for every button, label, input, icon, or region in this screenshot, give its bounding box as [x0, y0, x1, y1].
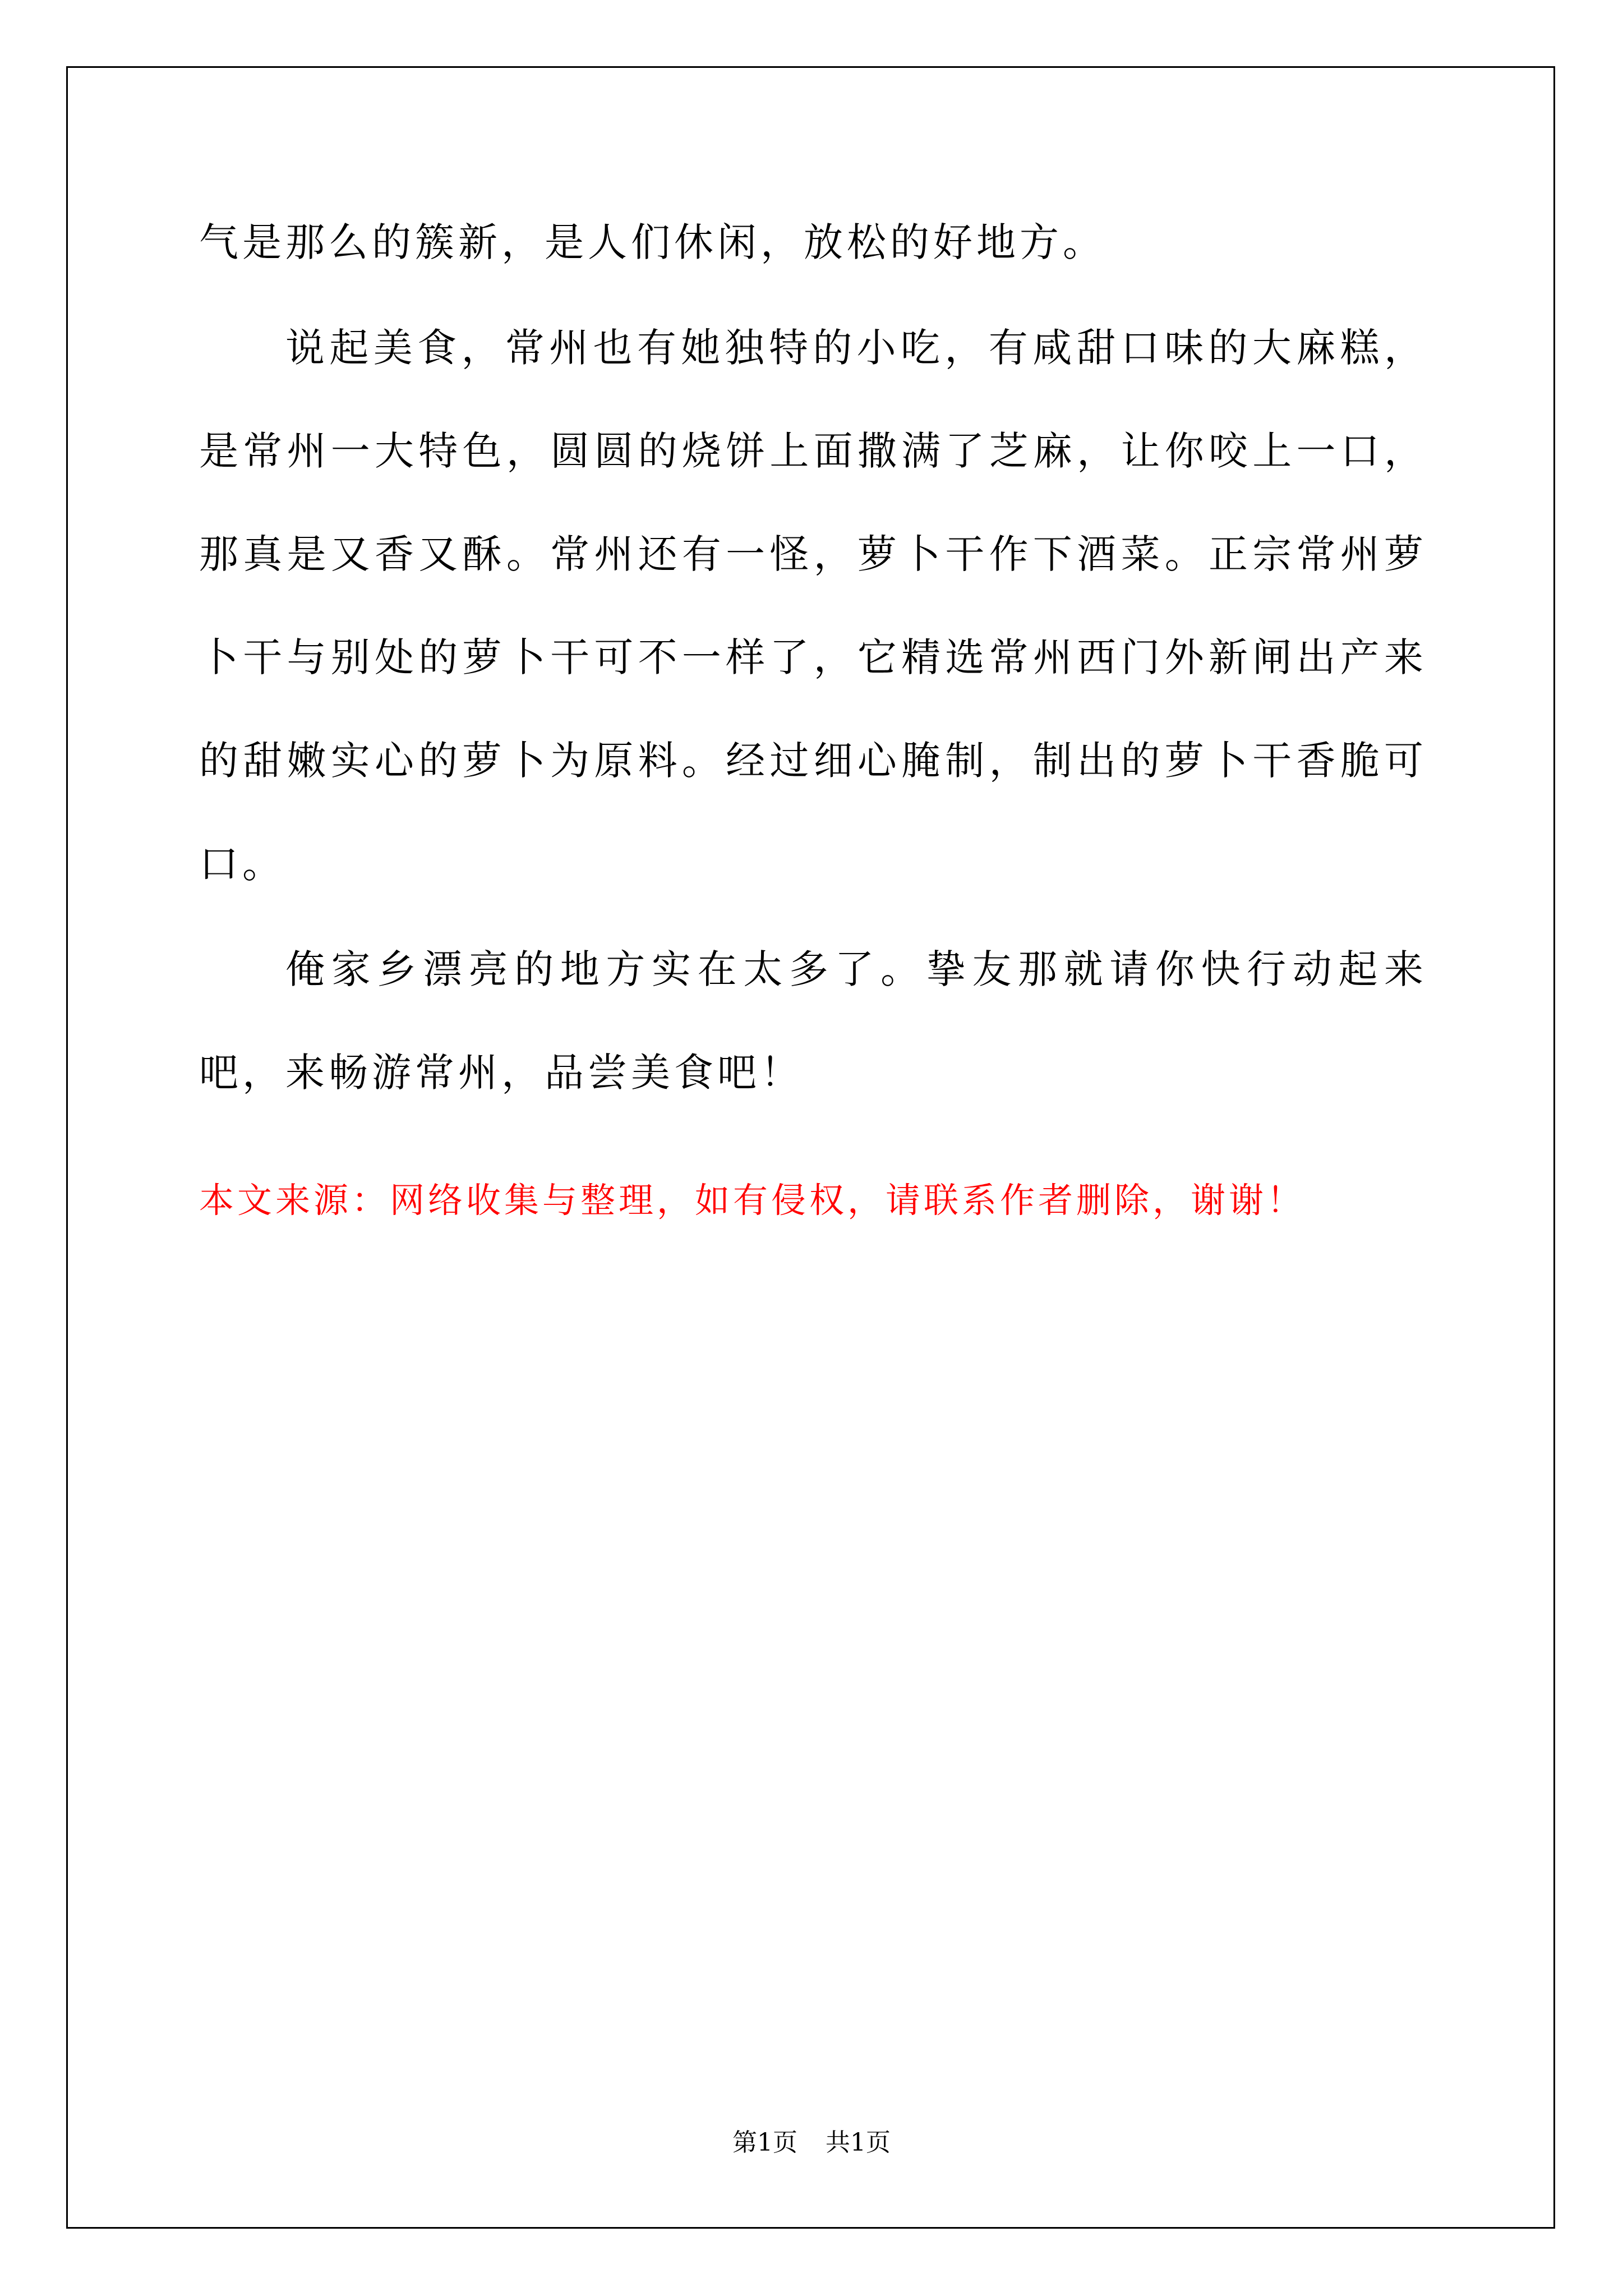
paragraph-food: 说起美食，常州也有她独特的小吃，有咸甜口味的大麻糕，是常州一大特色，圆圆的烧饼上面撒满了芝麻，让你咬上一口，那真是又香又酥。常州还有一怪，萝卜干作下酒菜。正宗常州萝卜干与别处的萝卜干可不一样了，它精选常州西门外新闸出产来的甜嫩实心的萝卜为原料。经过细心腌制，制出的萝卜干香脆可口。 — [199, 325, 1427, 887]
paragraph-closing: 俺家乡漂亮的地方实在太多了。挚友那就请你快行动起来吧，来畅游常州，品尝美食吧！ — [199, 946, 1427, 1096]
source-disclaimer: 本文来源：网络收集与整理，如有侵权，请联系作者删除，谢谢！ — [199, 1180, 1306, 1221]
page-number-total: 共1页 — [826, 2128, 891, 2157]
paragraph-continuation: 气是那么的簇新，是人们休闲，放松的好地方。 — [199, 219, 1106, 265]
page-footer — [0, 2126, 1623, 2160]
page-number-current: 第1页 — [732, 2128, 797, 2157]
document-body — [199, 191, 1427, 1124]
